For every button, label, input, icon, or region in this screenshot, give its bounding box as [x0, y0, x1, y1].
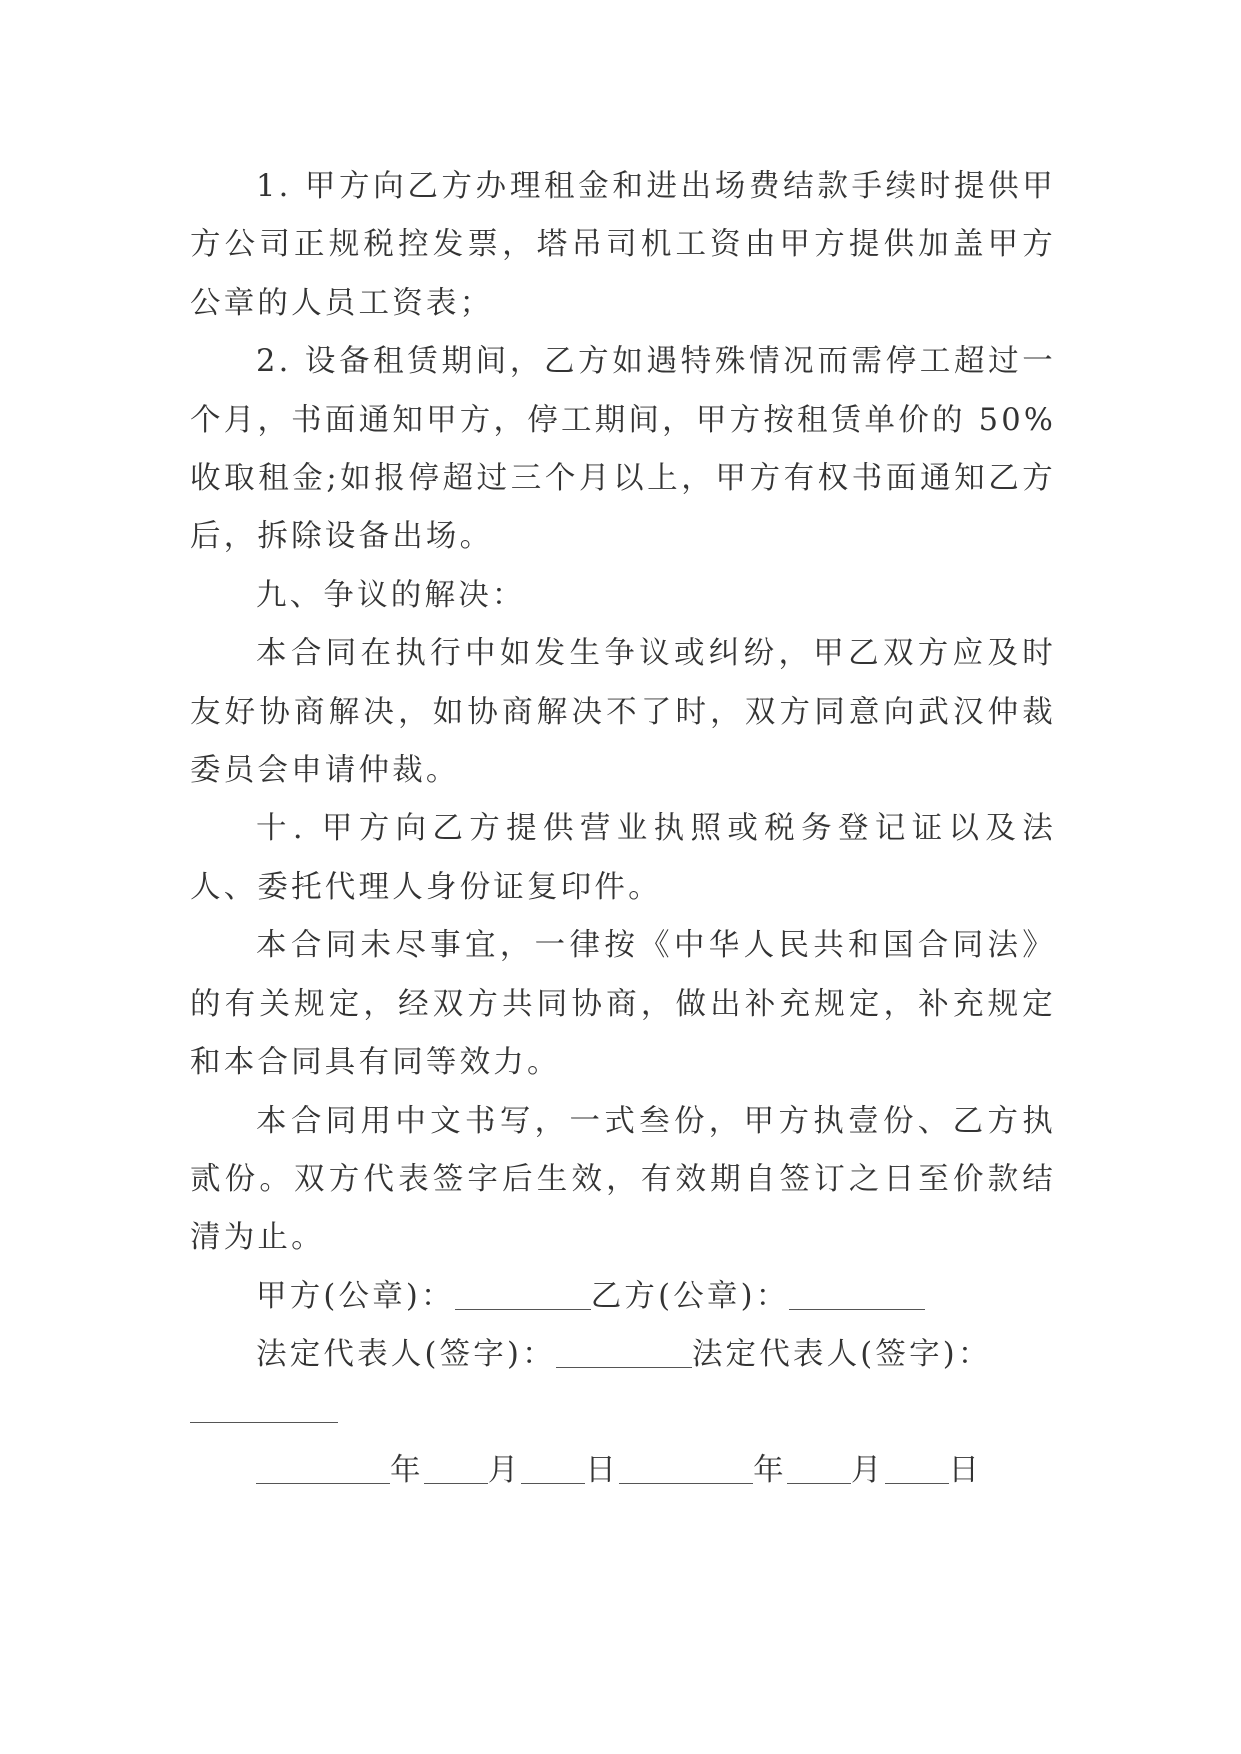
clause-suspension: 2. 设备租赁期间，乙方如遇特殊情况而需停工超过一个月，书面通知甲方，停工期间，甲方按租赁单价的 50%收取租金;如报停超过三个月以上，甲方有权书面通知乙方后，拆除设备出场。: [190, 344, 1056, 555]
party-a-month-blank[interactable]: [424, 1453, 488, 1485]
clause-invoice: 1. 甲方向乙方办理租金和进出场费结款手续时提供甲方公司正规税控发票，塔吊司机工资由甲方提供加盖甲方公章的人员工资表；: [190, 169, 1056, 321]
party-b-rep-blank[interactable]: [190, 1422, 338, 1423]
clause-copies: 本合同用中文书写，一式叁份，甲方执壹份、乙方执贰份。双方代表签字后生效，有效期自签订之日至价款结清为止。: [190, 1103, 1056, 1256]
month-label-b: 月: [850, 1453, 885, 1488]
clause-arbitration: 本合同在执行中如发生争议或纠纷，甲乙双方应及时友好协商解决，如协商解决不了时，双方同意向武汉仲裁委员会申请仲裁。: [190, 636, 1056, 789]
party-a-year-blank[interactable]: [256, 1453, 390, 1485]
date-line: [256, 1442, 982, 1500]
day-label-a: 日: [585, 1453, 620, 1488]
month-label-a: 月: [487, 1453, 522, 1488]
party-a-seal-blank[interactable]: [455, 1278, 591, 1310]
clause-supplement: 本合同未尽事宜，一律按《中华人民共和国合同法》的有关规定，经双方共同协商，做出补充规定，补充规定和本合同具有同等效力。: [190, 928, 1056, 1081]
seal-line: [190, 1268, 1056, 1326]
document-body: [190, 158, 1056, 1385]
party-b-month-blank[interactable]: [787, 1453, 851, 1485]
party-a-seal-label: 甲方(公章)：: [256, 1278, 455, 1314]
party-b-rep-label: 法定代表人(签字)：: [691, 1337, 992, 1373]
year-label-b: 年: [753, 1453, 787, 1488]
representative-line: [190, 1326, 1056, 1384]
party-a-rep-blank[interactable]: [556, 1337, 692, 1369]
clause-documents: 十. 甲方向乙方提供营业执照或税务登记证以及法人、委托代理人身份证复印件。: [190, 811, 1056, 905]
party-b-day-blank[interactable]: [885, 1453, 949, 1485]
party-b-year-blank[interactable]: [619, 1453, 753, 1485]
party-b-seal-blank[interactable]: [789, 1278, 925, 1310]
year-label-a: 年: [390, 1453, 424, 1488]
section-heading-disputes: 九、争议的解决：: [256, 577, 526, 613]
day-label-b: 日: [948, 1453, 983, 1488]
party-a-day-blank[interactable]: [521, 1453, 585, 1485]
party-a-rep-label: 法定代表人(签字)：: [256, 1337, 556, 1373]
party-b-seal-label: 乙方(公章)：: [590, 1278, 790, 1314]
